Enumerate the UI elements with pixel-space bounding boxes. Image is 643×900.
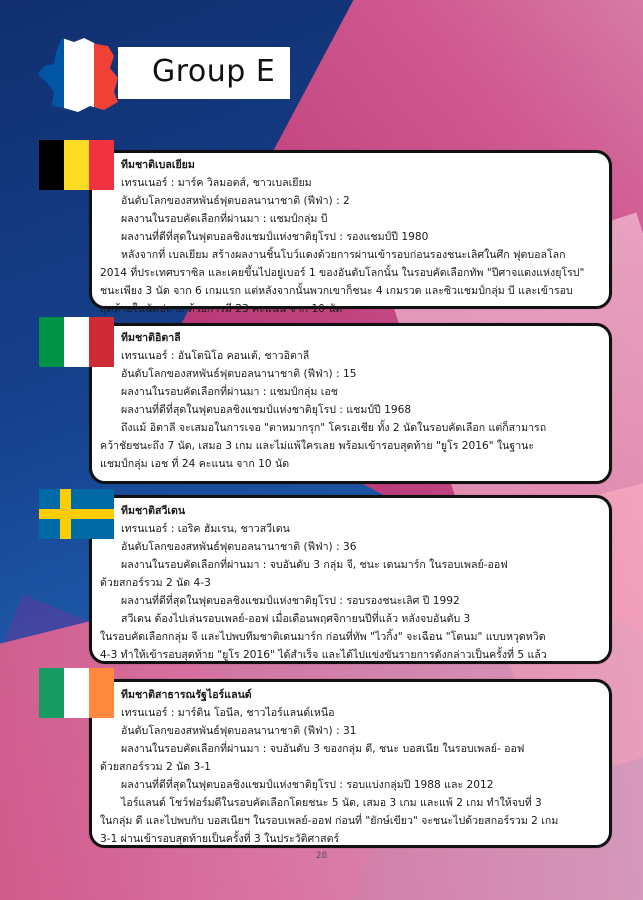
team-name: ทีมชาติสวีเดน [121, 505, 186, 517]
team-line: ผลงานที่ดีที่สุดในฟุตบอลชิงแชมป์แห่งชาติยุโรป : แชมป์ปี 1968 [121, 404, 412, 416]
team-line: คว้าชัยชนะถึง 7 นัด, เสมอ 3 เกม และไม่แพ้ใครเลย พร้อมเข้ารอบสุดท้าย "ยูโร 2016" ในฐานะ [100, 440, 535, 452]
team-card-ireland [89, 679, 612, 848]
team-line: อันดับโลกของสหพันธ์ฟุตบอลนานาชาติ (ฟีฟ่า) : 31 [121, 725, 357, 737]
team-name: ทีมชาติเบลเยียม [121, 159, 195, 171]
team-line: ผลงานในรอบคัดเลือกที่ผ่านมา : จบอันดับ 3 กลุ่ม จี, ชนะ เดนมาร์ก ในรอบเพลย์-ออฟ [121, 559, 508, 571]
team-name: ทีมชาติอิตาลี [121, 332, 181, 344]
team-line: เทรนเนอร์ : อันโตนิโอ คอนเต้, ชาวอิตาลี [121, 350, 310, 362]
team-line: อันดับโลกของสหพันธ์ฟุตบอลนานาชาติ (ฟีฟ่า) : 2 [121, 195, 350, 207]
team-line: เทรนเนอร์ : มาร์ค วิลมอตส์, ชาวเบลเยียม [121, 177, 312, 189]
team-line: ผลงานที่ดีที่สุดในฟุตบอลชิงแชมป์แห่งชาติยุโรป : รอบรองชนะเลิศ ปี 1992 [121, 595, 460, 607]
team-name: ทีมชาติสาธารณรัฐไอร์แลนด์ [121, 689, 252, 701]
page-number: 28 [315, 851, 328, 861]
team-line: ไอร์แลนด์ โชว์ฟอร์มดีในรอบคัดเลือกโดยชนะ 5 นัด, เสมอ 3 เกม และแพ้ 2 เกม ทำให้จบที่ 3 [121, 797, 542, 809]
team-line: ผลงานที่ดีที่สุดในฟุตบอลชิงแชมป์แห่งชาติยุโรป : รองแชมป์ปี 1980 [121, 231, 429, 243]
team-line: อันดับโลกของสหพันธ์ฟุตบอลนานาชาติ (ฟีฟ่า) : 15 [121, 368, 357, 380]
team-line: อันดับโลกของสหพันธ์ฟุตบอลนานาชาติ (ฟีฟ่า) : 36 [121, 541, 357, 553]
team-line: ด้วยสกอร์รวม 2 นัด 4-3 [100, 577, 211, 589]
team-line: ผลงานในรอบคัดเลือกที่ผ่านมา : แชมป์กลุ่ม เอช [121, 386, 338, 398]
team-line: ผลงานในรอบคัดเลือกที่ผ่านมา : จบอันดับ 3 ของกลุ่ม ดี, ชนะ บอสเนีย ในรอบเพลย์- ออฟ [121, 743, 525, 755]
team-line: ในรอบคัดเลือกกลุ่ม จี และไปพบทีมชาติเดนมาร์ก ก่อนที่ทัพ "ไวกิ้ง" จะเฉือน "โดนม" แบบหวุดหวิด [100, 631, 546, 643]
team-line: สวีเดน ต้องไปเล่นรอบเพลย์-ออฟ เมื่อเดือนพฤศจิกายนปีที่แล้ว หลังจบอันดับ 3 [121, 613, 471, 625]
sweden-flag-icon [39, 489, 114, 539]
team-card-italy [89, 323, 612, 484]
france-map-icon [34, 36, 124, 114]
team-line: 3-1 ผ่านเข้ารอบสุดท้ายเป็นครั้งที่ 3 ในประวัติศาสตร์ [100, 833, 340, 845]
page-title: Group E [152, 54, 276, 89]
team-line: ผลงานในรอบคัดเลือกที่ผ่านมา : แชมป์กลุ่ม บี [121, 213, 328, 225]
team-card-sweden [89, 495, 612, 664]
team-line: 4-3 ทำให้เข้ารอบสุดท้าย "ยูโร 2016" ได้สำเร็จ และได้ไปแข่งขันรายการดังกล่าวเป็นครั้งที่ 5 แล้ว [100, 649, 547, 661]
team-line: แชมป์กลุ่ม เอช ที่ 24 คะแนน จาก 10 นัด [100, 458, 290, 470]
team-line: ในกลุ่ม ดี และไปพบกับ บอสเนียฯ ในรอบเพลย์-ออฟ ก่อนที่ "ยักษ์เขียว" จะชนะไปด้วยสกอร์รวม 2 เกม [100, 815, 559, 827]
team-line: ผลงานที่ดีที่สุดในฟุตบอลชิงแชมป์แห่งชาติยุโรป : รอบแบ่งกลุ่มปี 1988 และ 2012 [121, 779, 494, 791]
team-line: 2014 ที่ประเทศบราซิล และเคยขึ้นไปอยู่เบอร์ 1 ของอันดับโลกนั้น ในรอบคัดเลือกทัพ "ปีศาจแดงแห่งยุโรป" [100, 267, 585, 279]
belgium-flag-icon [39, 140, 114, 190]
ireland-flag-icon [39, 668, 114, 718]
team-line: ชนะเพียง 3 นัด จาก 6 เกมแรก แต่หลังจากนั้นพวกเขาก็ชนะ 4 เกมรวด และซิวแชมป์กลุ่ม บี และเข้ารอบ [100, 285, 573, 297]
team-line: หลังจากที่ เบลเยียม สร้างผลงานชิ้นโบว์แดงด้วยการผ่านเข้ารอบก่อนรองชนะเลิศในศึก ฟุตบอลโลก [121, 249, 566, 261]
team-card-belgium [89, 150, 612, 315]
team-line: ด้วยสกอร์รวม 2 นัด 3-1 [100, 761, 211, 773]
team-line: เทรนเนอร์ : เอริค ฮัมเรน, ชาวสวีเดน [121, 523, 290, 535]
team-line: ถึงแม้ อิตาลี จะเสมอในการเจอ "ตาหมากรุก" โครเอเชีย ทั้ง 2 นัดในรอบคัดเลือก แต่ก็สามารถ [121, 422, 547, 434]
italy-flag-icon [39, 317, 114, 367]
team-line: เทรนเนอร์ : มาร์ติน โอนีล, ชาวไอร์แลนด์เหนือ [121, 707, 335, 719]
team-line: สุดท้ายในนัดปลาย ด้วยการมี 23 คะแนน จาก 10 นัด [100, 303, 343, 315]
